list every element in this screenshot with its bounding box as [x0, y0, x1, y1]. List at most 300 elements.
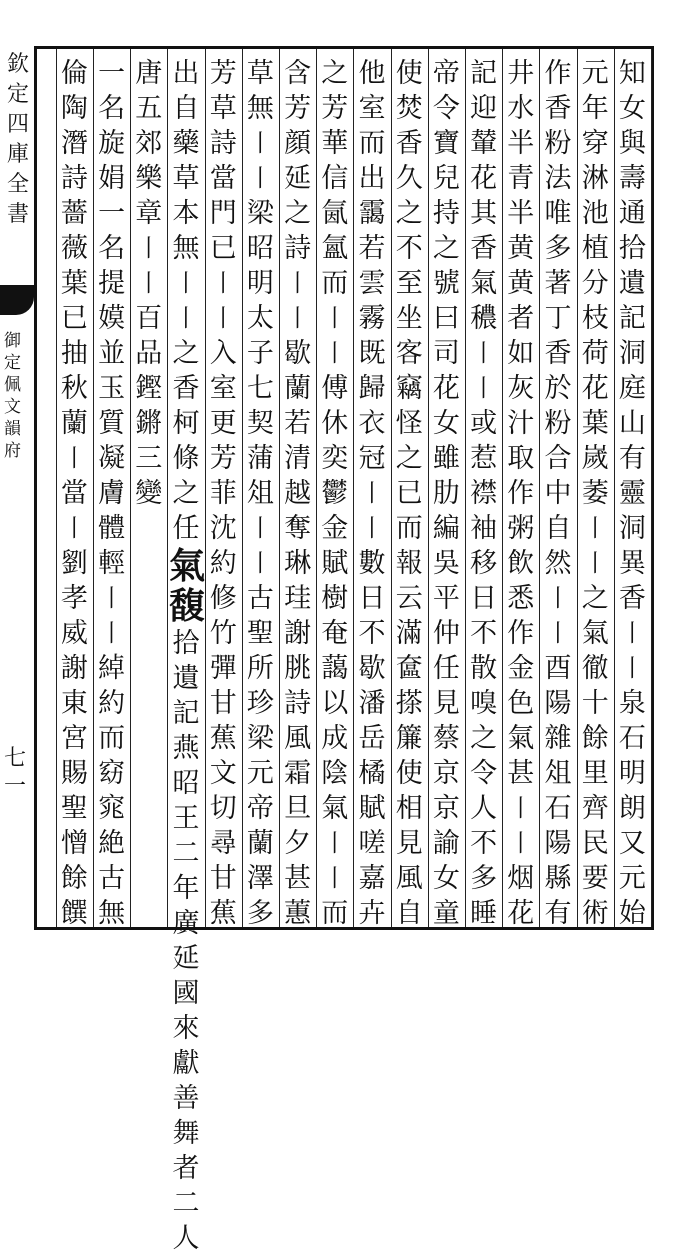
text-char: 丨	[248, 549, 273, 577]
text-char: 與	[618, 128, 646, 159]
text-char: 遺	[172, 663, 200, 694]
text-char: 詩	[60, 163, 88, 194]
text-char: 始	[618, 898, 646, 929]
text-char: 顔	[284, 128, 312, 159]
text-char: 黄	[507, 268, 535, 299]
text-char: 並	[98, 338, 126, 369]
text-char: 越	[284, 478, 312, 509]
text-char: 有	[544, 898, 572, 929]
text-char: 壽	[618, 163, 646, 194]
text-char: 記	[618, 303, 646, 334]
text-char: 無	[172, 233, 200, 264]
text-char: 色	[507, 688, 535, 719]
text-char: 延	[284, 163, 312, 194]
text-char: 草	[172, 163, 200, 194]
text-char: 娟	[98, 163, 126, 194]
column-rule	[93, 49, 94, 927]
text-char: 已	[209, 233, 237, 264]
text-char: 分	[581, 268, 609, 299]
spine-title-char: 四	[6, 112, 29, 137]
text-char: 饌	[60, 898, 88, 929]
text-char: 令	[470, 758, 498, 789]
text-char: 又	[618, 828, 646, 859]
text-char: 切	[209, 793, 237, 824]
text-char: 岳	[358, 723, 386, 754]
text-char: 然	[544, 548, 572, 579]
text-char: 移	[470, 548, 498, 579]
text-char: 嗅	[470, 688, 498, 719]
text-char: 使	[395, 758, 423, 789]
text-char: 聖	[246, 618, 274, 649]
text-char: 蕉	[209, 723, 237, 754]
text-char: 仲	[432, 618, 460, 649]
text-char: 不	[470, 828, 498, 859]
text-char: 丨	[211, 304, 236, 332]
text-char: 丨	[322, 304, 347, 332]
text-char: 齊	[581, 793, 609, 824]
text-char: 兒	[432, 163, 460, 194]
text-char: 山	[618, 408, 646, 439]
text-char: 半	[507, 198, 535, 229]
text-char: 明	[618, 758, 646, 789]
text-char: 客	[395, 338, 423, 369]
text-char: 帝	[432, 58, 460, 89]
text-char: 鏗	[135, 373, 163, 404]
text-char: 甚	[284, 863, 312, 894]
text-char: 曰	[432, 303, 460, 334]
text-char: 童	[432, 898, 460, 929]
text-char: 司	[432, 338, 460, 369]
text-char: 袖	[470, 513, 498, 544]
column-rule	[465, 49, 466, 927]
text-char: 古	[98, 863, 126, 894]
text-column	[429, 56, 463, 931]
text-column	[95, 56, 129, 931]
text-char: 奄	[321, 618, 349, 649]
text-char: 變	[135, 478, 163, 509]
text-char: 草	[209, 93, 237, 124]
text-char: 之	[470, 723, 498, 754]
text-char: 延	[172, 943, 200, 974]
text-char: 丨	[211, 269, 236, 297]
text-column	[541, 56, 575, 931]
text-char: 靄	[358, 198, 386, 229]
text-column	[206, 56, 240, 931]
spine-subtitle-char: 府	[4, 441, 21, 461]
text-char: 拾	[172, 628, 200, 659]
text-char: 遺	[618, 268, 646, 299]
column-rule	[539, 49, 540, 927]
text-char: 葉	[60, 268, 88, 299]
spine-subtitle	[4, 330, 21, 462]
text-char: 女	[432, 863, 460, 894]
column-rule	[279, 49, 280, 927]
text-char: 奩	[395, 653, 423, 684]
text-char: 窕	[98, 793, 126, 824]
text-char: 輕	[98, 548, 126, 579]
text-char: 若	[284, 408, 312, 439]
text-char: 花	[507, 898, 535, 929]
spine-title-char: 書	[6, 202, 29, 227]
text-char: 吳	[432, 548, 460, 579]
text-char: 之	[395, 198, 423, 229]
text-char: 人	[470, 793, 498, 824]
text-char: 藥	[172, 128, 200, 159]
column-rule	[353, 49, 354, 927]
text-char: 穿	[581, 128, 609, 159]
text-char: 門	[209, 198, 237, 229]
text-char: 抽	[60, 338, 88, 369]
text-char: 朗	[618, 793, 646, 824]
text-char: 竊	[395, 373, 423, 404]
text-char: 賦	[321, 548, 349, 579]
text-char: 丨	[136, 269, 161, 297]
text-char: 名	[98, 233, 126, 264]
text-char: 丨	[136, 234, 161, 262]
text-char: 子	[246, 338, 274, 369]
column-rule	[316, 49, 317, 927]
text-char: 日	[358, 583, 386, 614]
text-char: 丨	[62, 444, 87, 472]
text-char: 體	[98, 513, 126, 544]
text-char: 二	[172, 838, 200, 869]
text-char: 徹	[581, 653, 609, 684]
text-char: 知	[618, 58, 646, 89]
text-char: 丨	[248, 164, 273, 192]
text-char: 潘	[358, 688, 386, 719]
text-column	[615, 56, 649, 931]
text-char: 東	[60, 688, 88, 719]
text-char: 條	[172, 443, 200, 474]
spine-title-char: 欽	[6, 52, 29, 77]
text-char: 元	[581, 58, 609, 89]
column-rule	[205, 49, 206, 927]
text-char: 明	[246, 268, 274, 299]
text-char: 青	[507, 163, 535, 194]
text-char: 芳	[321, 93, 349, 124]
column-rule	[502, 49, 503, 927]
text-char: 芳	[209, 443, 237, 474]
text-char: 云	[395, 583, 423, 614]
text-char: 飲	[507, 548, 535, 579]
text-char: 植	[581, 233, 609, 264]
text-char: 丨	[546, 619, 570, 647]
text-char: 輦	[470, 128, 498, 159]
text-char: 歇	[284, 338, 312, 369]
text-char: 餘	[60, 863, 88, 894]
text-char: 香	[172, 373, 200, 404]
text-char: 霧	[358, 303, 386, 334]
text-char: 俎	[544, 758, 572, 789]
text-char: 賜	[60, 758, 88, 789]
column-rule	[130, 49, 131, 927]
text-char: 蘭	[60, 408, 88, 439]
text-char: 絶	[98, 828, 126, 859]
text-char: 不	[395, 233, 423, 264]
text-char: 術	[581, 898, 609, 929]
text-char: 謝	[284, 618, 312, 649]
text-char: 丨	[248, 129, 273, 157]
text-char: 二	[172, 1188, 200, 1219]
text-char: 昭	[172, 768, 200, 799]
text-char: 之	[581, 583, 609, 614]
text-char: 丨	[322, 829, 347, 857]
column-rule	[577, 49, 578, 927]
text-char: 如	[507, 338, 535, 369]
text-column	[578, 56, 612, 931]
text-char: 多	[544, 233, 572, 264]
text-char: 夕	[284, 828, 312, 859]
text-char: 甘	[209, 688, 237, 719]
text-char: 質	[98, 408, 126, 439]
text-char: 丨	[99, 584, 124, 612]
text-char: 荷	[581, 338, 609, 369]
text-char: 焚	[395, 93, 423, 124]
text-char: 凝	[98, 443, 126, 474]
text-char: 號	[432, 268, 460, 299]
text-char: 烟	[507, 863, 535, 894]
text-char: 若	[358, 233, 386, 264]
text-char: 丨	[62, 514, 87, 542]
entry-heading: 氣	[169, 545, 206, 587]
text-char: 雖	[432, 443, 460, 474]
text-char: 丨	[360, 479, 384, 507]
text-char: 劉	[60, 548, 88, 579]
text-char: 風	[395, 863, 423, 894]
text-char: 滿	[395, 618, 423, 649]
text-char: 取	[507, 443, 535, 474]
text-char: 作	[507, 618, 535, 649]
text-char: 丨	[285, 304, 310, 332]
text-char: 石	[618, 723, 646, 754]
column-rule	[56, 49, 57, 927]
text-char: 芳	[209, 58, 237, 89]
text-char: 石	[544, 793, 572, 824]
spine-subtitle-char: 韻	[4, 419, 21, 439]
spine-margin-line	[34, 46, 37, 930]
text-char: 任	[432, 653, 460, 684]
text-char: 淋	[581, 163, 609, 194]
text-char: 三	[135, 443, 163, 474]
text-char: 蕙	[284, 898, 312, 929]
text-char: 膚	[98, 478, 126, 509]
text-char: 朓	[284, 653, 312, 684]
text-char: 丨	[620, 654, 645, 682]
text-char: 倫	[60, 58, 88, 89]
text-char: 餘	[581, 723, 609, 754]
text-char: 丨	[583, 549, 608, 577]
text-char: 憎	[60, 828, 88, 859]
text-char: 散	[470, 653, 498, 684]
text-char: 草	[246, 58, 274, 89]
text-char: 女	[432, 408, 460, 439]
text-char: 陽	[544, 688, 572, 719]
text-char: 更	[209, 408, 237, 439]
text-char: 獻	[172, 1048, 200, 1079]
text-char: 報	[395, 548, 423, 579]
text-char: 諭	[432, 828, 460, 859]
text-char: 丨	[322, 339, 347, 367]
text-char: 入	[209, 338, 237, 369]
text-char: 睡	[470, 898, 498, 929]
text-char: 而	[98, 723, 126, 754]
folio-char: 一	[4, 774, 27, 799]
text-char: 丁	[544, 303, 572, 334]
text-char: 霜	[284, 758, 312, 789]
text-char: 編	[432, 513, 460, 544]
text-char: 蔡	[432, 723, 460, 754]
text-char: 合	[544, 443, 572, 474]
text-char: 酉	[544, 653, 572, 684]
text-char: 異	[618, 548, 646, 579]
text-char: 修	[209, 583, 237, 614]
text-char: 泉	[618, 688, 646, 719]
folio-char: 七	[4, 746, 27, 771]
text-char: 粉	[544, 128, 572, 159]
text-char: 之	[432, 233, 460, 264]
text-char: 卉	[358, 898, 386, 929]
text-char: 汁	[507, 408, 535, 439]
text-char: 之	[321, 58, 349, 89]
text-char: 樂	[135, 163, 163, 194]
text-char: 半	[507, 128, 535, 159]
text-char: 丨	[620, 619, 645, 647]
text-char: 他	[358, 58, 386, 89]
text-char: 威	[60, 618, 88, 649]
text-char: 蒲	[246, 443, 274, 474]
text-char: 品	[135, 338, 163, 369]
text-char: 灰	[507, 373, 535, 404]
text-char: 令	[432, 93, 460, 124]
text-char: 沈	[209, 513, 237, 544]
text-char: 陰	[321, 758, 349, 789]
text-char: 見	[395, 828, 423, 859]
text-char: 持	[432, 198, 460, 229]
text-char: 里	[581, 758, 609, 789]
text-char: 金	[507, 653, 535, 684]
text-char: 氣	[507, 723, 535, 754]
text-column	[504, 56, 538, 931]
text-char: 其	[470, 198, 498, 229]
text-char: 詩	[209, 128, 237, 159]
text-char: 之	[172, 338, 200, 369]
text-char: 平	[432, 583, 460, 614]
text-char: 旦	[284, 793, 312, 824]
spine-title	[2, 50, 34, 230]
text-char: 使	[395, 58, 423, 89]
text-char: 氣	[470, 268, 498, 299]
text-char: 香	[395, 128, 423, 159]
text-char: 枝	[581, 303, 609, 334]
text-char: 丨	[471, 374, 496, 402]
text-column	[318, 56, 352, 931]
text-char: 惹	[470, 443, 498, 474]
text-char: 一	[98, 58, 126, 89]
text-column	[57, 56, 91, 931]
text-char: 黄	[507, 233, 535, 264]
text-char: 水	[507, 93, 535, 124]
text-char: 香	[618, 583, 646, 614]
text-char: 見	[432, 688, 460, 719]
text-char: 拾	[618, 233, 646, 264]
text-char: 王	[172, 803, 200, 834]
text-char: 名	[98, 93, 126, 124]
text-char: 潛	[60, 128, 88, 159]
text-char: 菲	[209, 478, 237, 509]
text-char: 自	[544, 513, 572, 544]
text-char: 悉	[507, 583, 535, 614]
folio-number	[4, 745, 26, 801]
text-char: 香	[470, 233, 498, 264]
text-char: 不	[358, 618, 386, 649]
text-char: 之	[172, 478, 200, 509]
text-char: 綽	[98, 653, 126, 684]
text-char: 丨	[546, 584, 570, 612]
text-column	[169, 56, 206, 1256]
text-char: 玉	[98, 373, 126, 404]
column-rule	[614, 49, 615, 927]
text-char: 提	[98, 268, 126, 299]
text-column	[281, 56, 315, 931]
text-char: 多	[246, 898, 274, 929]
text-char: 丨	[285, 269, 310, 297]
text-char: 清	[284, 443, 312, 474]
text-char: 奪	[284, 513, 312, 544]
text-char: 聖	[60, 793, 88, 824]
text-char: 謝	[60, 653, 88, 684]
text-char: 華	[321, 128, 349, 159]
spine-subtitle-char: 御	[4, 331, 21, 351]
text-char: 芳	[284, 93, 312, 124]
text-char: 已	[395, 478, 423, 509]
text-char: 法	[544, 163, 572, 194]
text-char: 甚	[507, 758, 535, 789]
text-char: 珍	[246, 688, 274, 719]
entry-heading: 馥	[169, 585, 206, 627]
text-char: 元	[246, 758, 274, 789]
text-char: 丨	[322, 864, 347, 892]
text-char: 橘	[358, 758, 386, 789]
text-char: 相	[395, 793, 423, 824]
text-char: 國	[172, 978, 200, 1009]
text-char: 搽	[395, 688, 423, 719]
text-char: 人	[172, 1223, 200, 1254]
text-char: 百	[135, 303, 163, 334]
text-char: 粉	[544, 408, 572, 439]
text-char: 以	[321, 688, 349, 719]
text-char: 記	[470, 58, 498, 89]
text-char: 寶	[432, 128, 460, 159]
text-char: 含	[284, 58, 312, 89]
text-char: 庭	[618, 373, 646, 404]
text-char: 而	[358, 128, 386, 159]
text-char: 十	[581, 688, 609, 719]
text-char: 契	[246, 408, 274, 439]
column-rule	[242, 49, 243, 927]
text-char: 之	[395, 443, 423, 474]
text-char: 已	[60, 303, 88, 334]
text-char: 京	[432, 793, 460, 824]
text-char: 燕	[172, 733, 200, 764]
text-char: 日	[470, 583, 498, 614]
text-char: 柯	[172, 408, 200, 439]
text-char: 薔	[60, 198, 88, 229]
text-char: 衣	[358, 408, 386, 439]
text-char: 花	[432, 373, 460, 404]
text-char: 詩	[284, 233, 312, 264]
text-char: 丨	[248, 514, 273, 542]
text-char: 通	[618, 198, 646, 229]
